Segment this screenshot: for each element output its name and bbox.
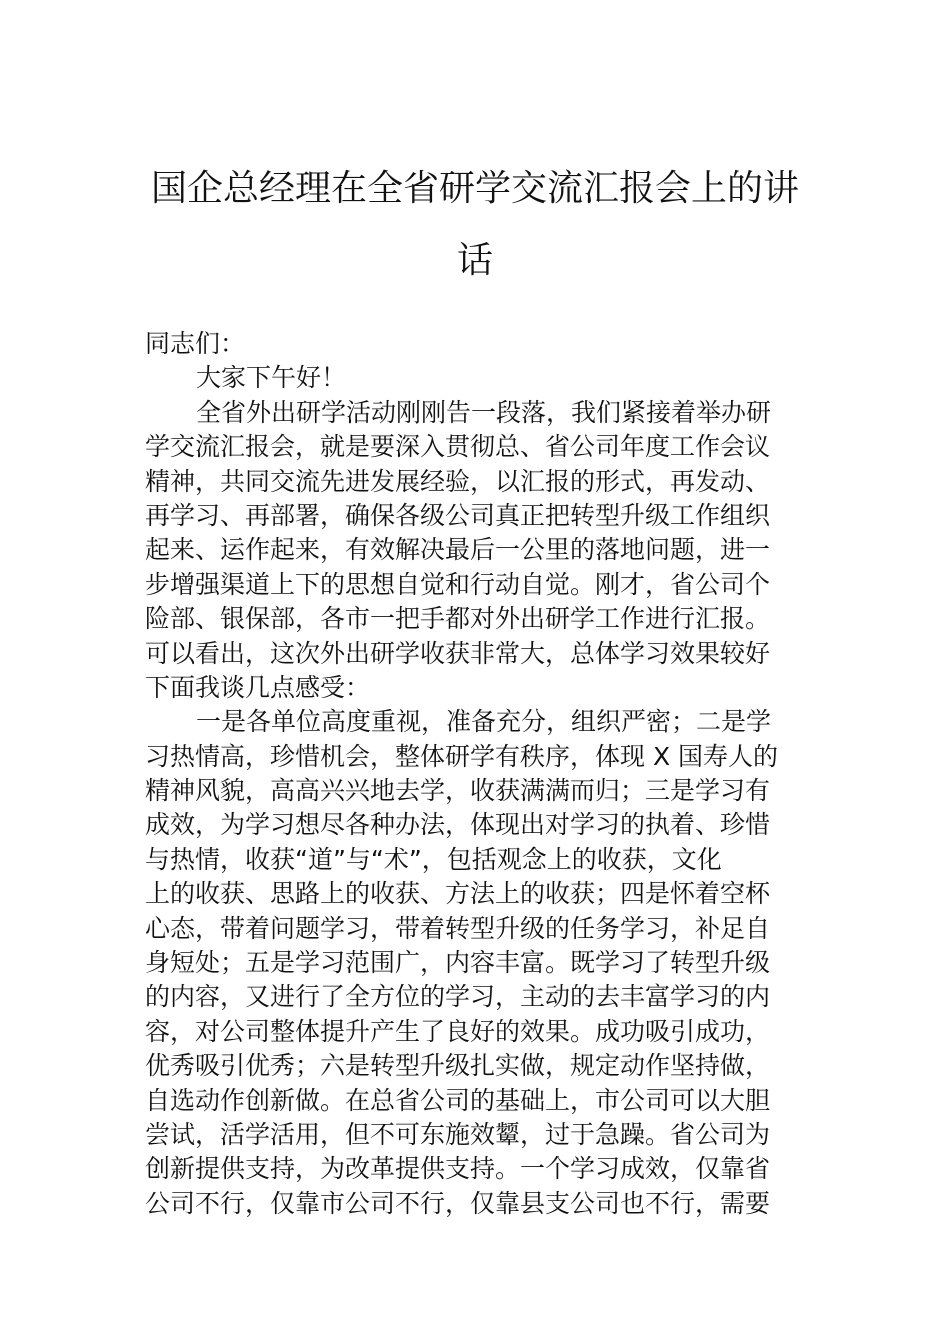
- paragraph-line: 学交流汇报会，就是要深入贯彻总、省公司年度工作会议: [145, 432, 771, 462]
- greeting-line: 大家下午好！: [196, 363, 347, 393]
- paragraph-line: 可以看出，这次外出研学收获非常大，总体学习效果较好: [145, 638, 771, 668]
- title-line: 话: [456, 240, 493, 281]
- paragraph-line: 身短处；五是学习范围广，内容丰富。既学习了转型升级: [145, 948, 771, 978]
- document-title: [140, 153, 810, 297]
- paragraph-line: 下面我谈几点感受：: [145, 672, 371, 702]
- paragraph-line: 容，对公司整体提升产生了良好的效果。成功吸引成功，: [145, 1016, 771, 1046]
- paragraph-line: 起来、运作起来，有效解决最后一公里的落地问题，进一: [145, 535, 771, 565]
- paragraph-line: 全省外出研学活动刚刚告一段落，我们紧接着举办研: [196, 397, 772, 427]
- paragraph-line: 步增强渠道上下的思想自觉和行动自觉。刚才，省公司个: [145, 569, 771, 599]
- paragraph-line: 尝试，活学活用，但不可东施效颦，过于急躁。省公司为: [145, 1119, 771, 1149]
- paragraph-line: 再学习、再部署，确保各级公司真正把转型升级工作组织: [145, 500, 771, 530]
- speech-body: [145, 327, 809, 1221]
- paragraph-line: 成效，为学习想尽各种办法，体现出对学习的执着、珍惜: [145, 810, 771, 840]
- title-line: 国企总经理在全省研学交流汇报会上的讲: [150, 168, 799, 209]
- paragraph-line: 上的收获、思路上的收获、方法上的收获；四是怀着空杯: [145, 879, 771, 909]
- paragraph-line: 与热情，收获“道”与“术”，包括观念上的收获，文化: [145, 844, 722, 874]
- paragraph-line: 公司不行，仅靠市公司不行，仅靠县支公司也不行，需要: [145, 1188, 771, 1218]
- paragraph-line: 险部、银保部，各市一把手都对外出研学工作进行汇报。: [145, 604, 771, 634]
- paragraph-line: 的内容，又进行了全方位的学习，主动的去丰富学习的内: [145, 982, 771, 1012]
- paragraph-line: 创新提供支持，为改革提供支持。一个学习成效，仅靠省: [145, 1154, 771, 1184]
- paragraph-line: 习热情高，珍惜机会，整体研学有秩序，体现 X 国寿人的: [145, 741, 779, 771]
- paragraph-line: 精神风貌，高高兴兴地去学，收获满满而归；三是学习有: [145, 776, 771, 806]
- paragraph-line: 自选动作创新做。在总省公司的基础上，市公司可以大胆: [145, 1085, 771, 1115]
- salutation-line: 同志们：: [145, 329, 246, 358]
- paragraph-line: 一是各单位高度重视，准备充分，组织严密；二是学: [196, 707, 772, 737]
- paragraph-line: 优秀吸引优秀；六是转型升级扎实做，规定动作坚持做，: [145, 1051, 771, 1081]
- paragraph-line: 心态，带着问题学习，带着转型升级的任务学习，补足自: [145, 913, 771, 943]
- paragraph-line: 精神，共同交流先进发展经验，以汇报的形式，再发动、: [145, 466, 771, 496]
